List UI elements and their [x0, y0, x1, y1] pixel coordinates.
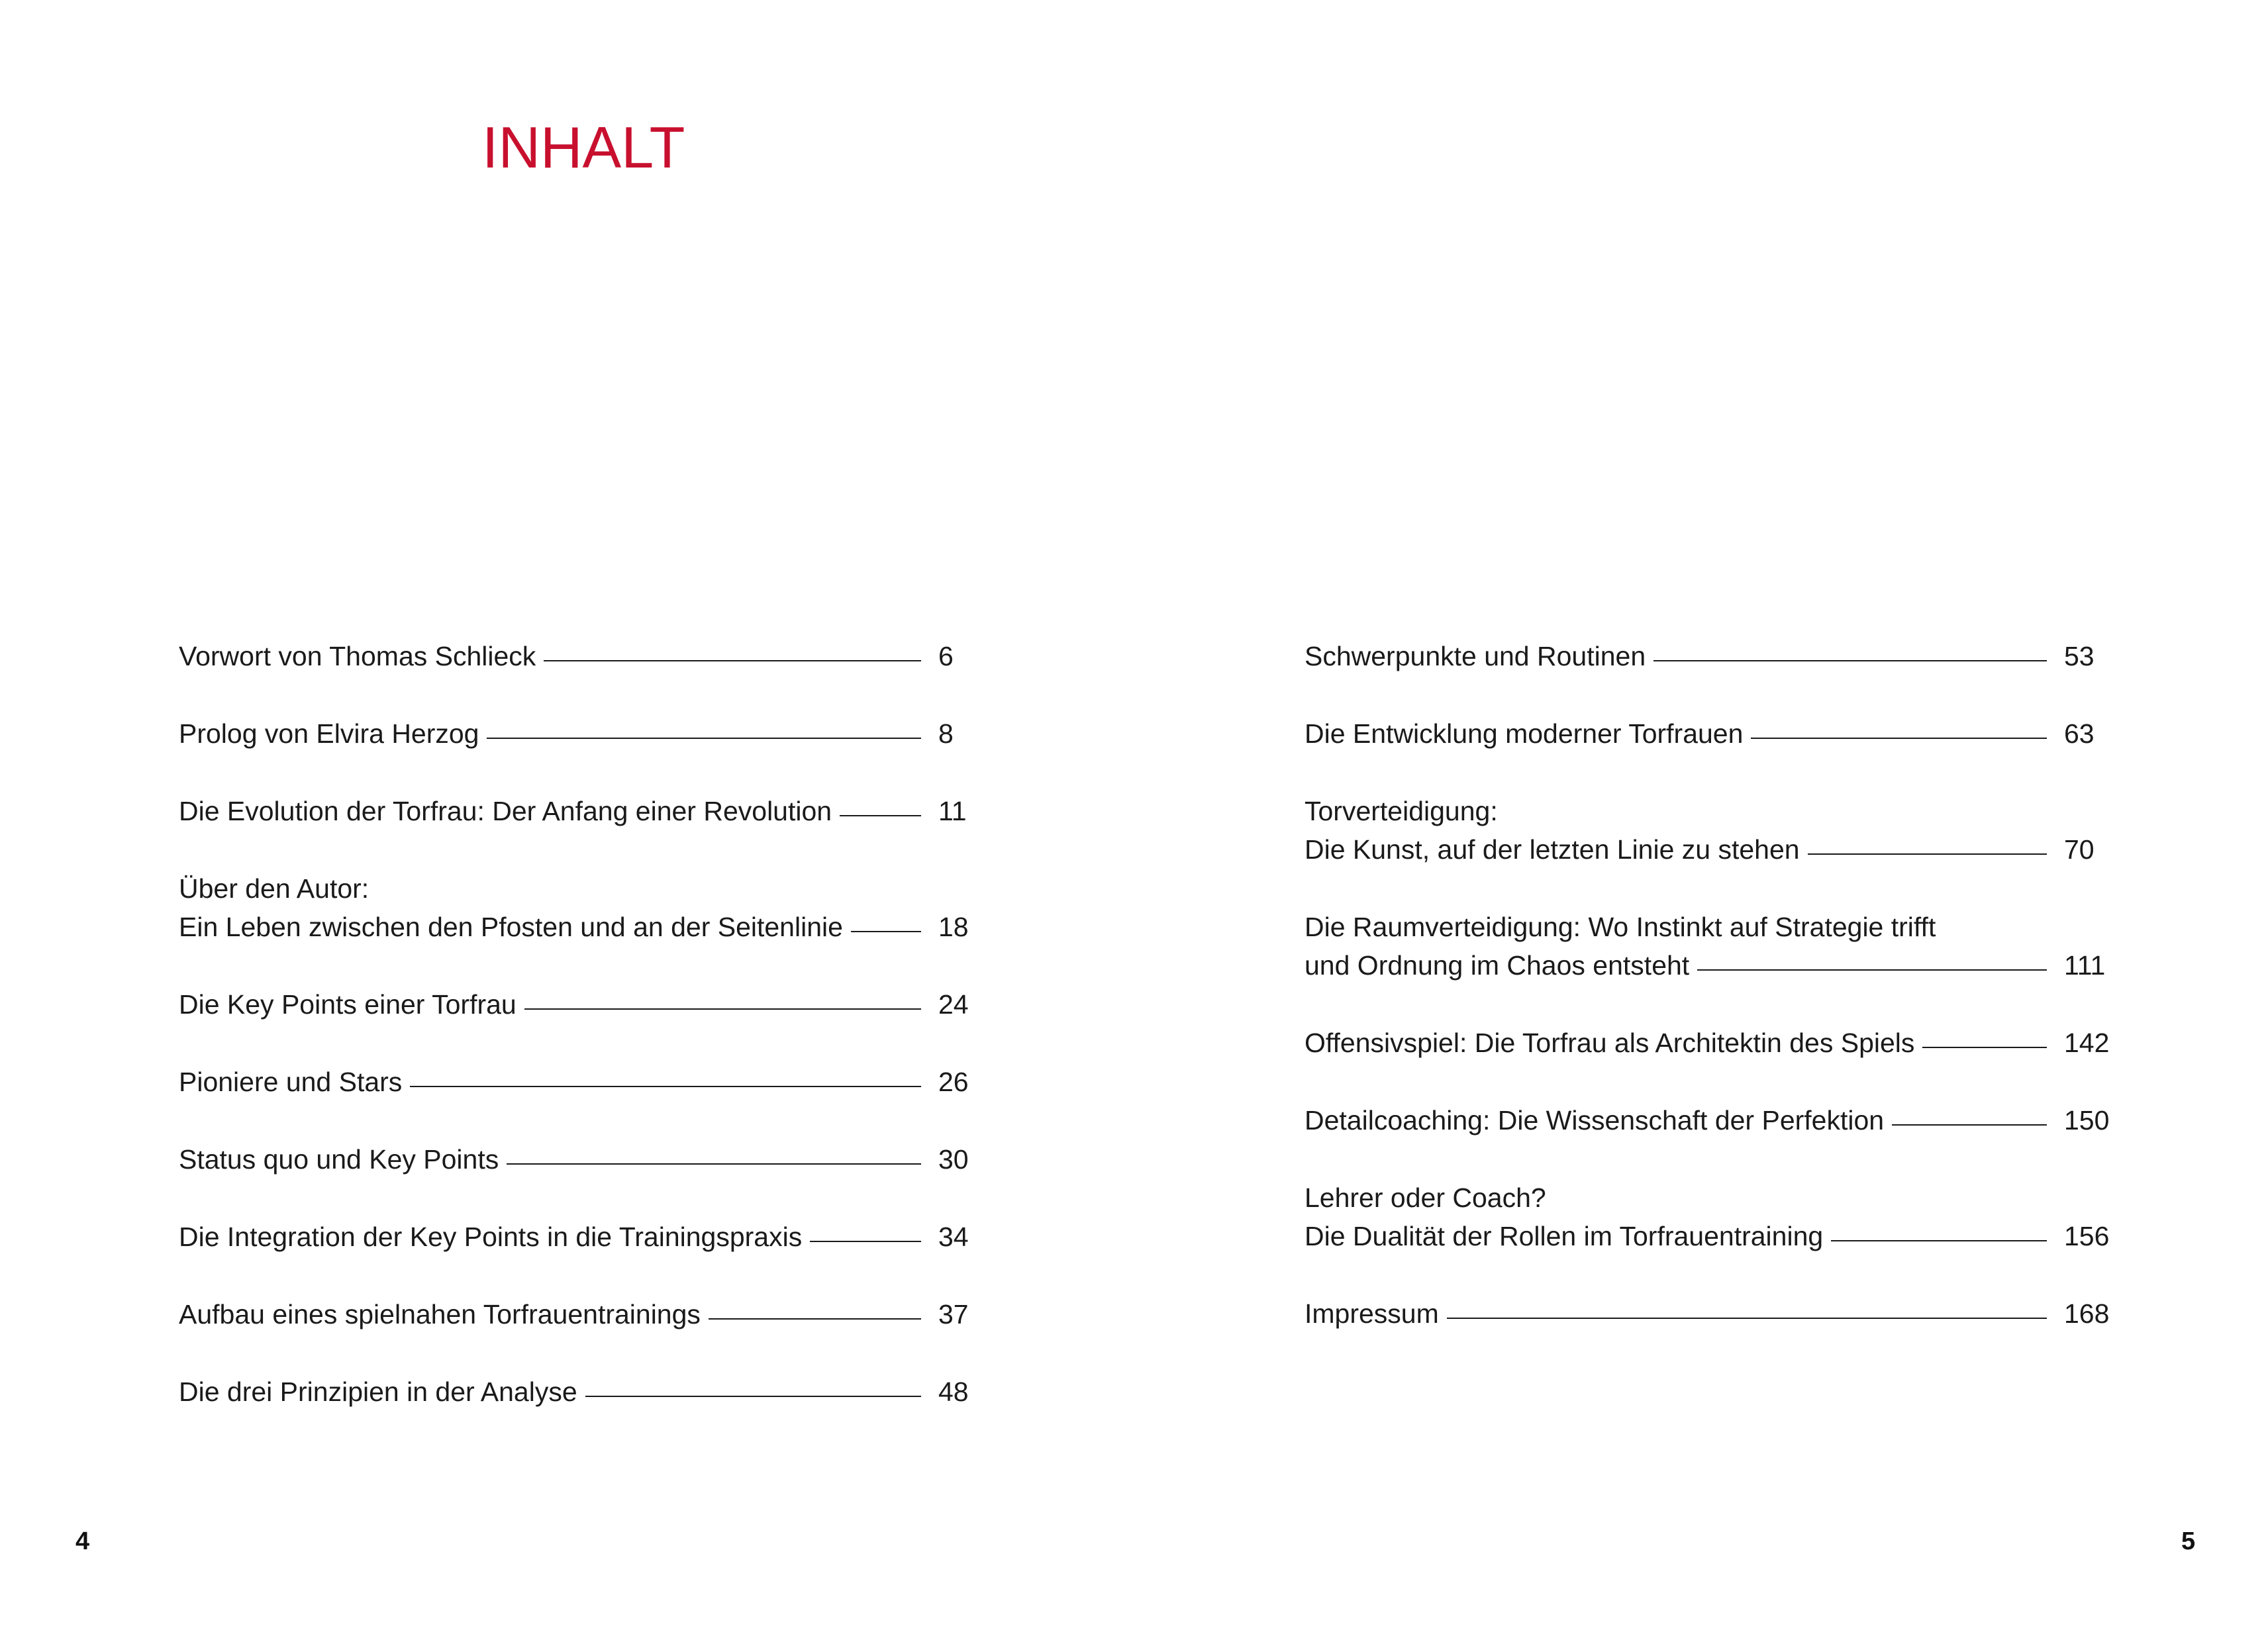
toc-entry-title: Lehrer oder Coach?: [1305, 1183, 1546, 1213]
toc-leader-line: [544, 660, 921, 661]
toc-entry-title: Die drei Prinzipien in der Analyse: [179, 1376, 577, 1407]
toc-leader-line: [487, 738, 921, 739]
toc-leader-line: [1831, 1240, 2047, 1241]
toc-entry: [179, 985, 990, 1024]
toc-entry: [179, 792, 990, 830]
toc-entry: [1305, 1294, 2116, 1333]
toc-leader-line: [1751, 738, 2047, 739]
toc-page-number: 37: [938, 1299, 969, 1329]
toc-entry-title: Die Integration der Key Points in die Trainingspraxis: [179, 1222, 803, 1252]
toc-entry: [179, 1140, 990, 1179]
toc-leader-line: [851, 931, 921, 932]
toc-page-number: 30: [938, 1144, 969, 1175]
toc-entry-title: und Ordnung im Chaos entsteht: [1305, 950, 1690, 981]
toc-entry-line: [1305, 1217, 2116, 1255]
toc-entry: [1305, 1101, 2116, 1139]
toc-entry-title: Torverteidigung:: [1305, 796, 1498, 826]
toc-entry-title: Die Dualität der Rollen im Torfrauentraining: [1305, 1221, 1824, 1251]
toc-entry: [179, 1295, 990, 1333]
toc-entry-line: [179, 908, 990, 946]
toc-page-number: 63: [2064, 718, 2095, 749]
toc-page-number: 18: [938, 912, 969, 942]
toc-entry-line: [1305, 714, 2116, 753]
toc-entry: [179, 714, 990, 753]
toc-leader-line: [507, 1163, 921, 1165]
toc-page-number: 142: [2064, 1028, 2110, 1058]
toc-page-number: 168: [2064, 1298, 2110, 1329]
toc-entry-line: [1305, 1101, 2116, 1139]
toc-page-number: 70: [2064, 834, 2095, 865]
toc-page-number: 111: [2064, 950, 2106, 981]
toc-entry-line: [1305, 792, 2116, 830]
toc-leader-line: [1892, 1124, 2047, 1126]
toc-entry-title: Aufbau eines spielnahen Torfrauentrainings: [179, 1299, 701, 1329]
toc-leader-line: [810, 1241, 921, 1242]
toc-entry-title: Detailcoaching: Die Wissenschaft der Perfektion: [1305, 1105, 1885, 1135]
toc-entry-line: [1305, 1179, 2116, 1217]
toc-entry-title: Vorwort von Thomas Schlieck: [179, 641, 536, 671]
toc-entry-title: Schwerpunkte und Routinen: [1305, 641, 1646, 671]
toc-entry: [179, 637, 990, 675]
toc-page-number: 8: [938, 718, 954, 749]
toc-entry-line: [1305, 946, 2116, 985]
toc-leader-line: [1697, 969, 2047, 971]
toc-page-number: 48: [938, 1376, 969, 1407]
toc-entry-line: [179, 637, 990, 675]
toc-entry-title: Die Kunst, auf der letzten Linie zu stehen: [1305, 834, 1800, 865]
toc-entry-title: Prolog von Elvira Herzog: [179, 718, 479, 749]
toc-leader-line: [524, 1008, 921, 1010]
toc-entry: [1305, 792, 2116, 869]
toc-entry-line: [1305, 1024, 2116, 1062]
toc-entry-title: Status quo und Key Points: [179, 1144, 499, 1175]
toc-entry: [1305, 1179, 2116, 1255]
toc-page-number: 150: [2064, 1105, 2110, 1135]
toc-entry-line: [179, 1373, 990, 1411]
toc-entry-title: Pioniere und Stars: [179, 1067, 403, 1097]
toc-leader-line: [585, 1396, 921, 1397]
toc-page-number: 53: [2064, 641, 2095, 671]
toc-page-number: 6: [938, 641, 954, 671]
page-title: INHALT: [482, 115, 685, 180]
toc-page-number: 24: [938, 989, 969, 1020]
toc-entry: [179, 869, 990, 946]
toc-leader-line: [1922, 1047, 2047, 1048]
toc-entry-line: [1305, 637, 2116, 675]
toc-entry-line: [179, 1140, 990, 1179]
toc-entry-line: [179, 1218, 990, 1256]
toc-entry-title: Die Raumverteidigung: Wo Instinkt auf Strategie trifft: [1305, 912, 1936, 942]
toc-entry-title: Die Entwicklung moderner Torfrauen: [1305, 718, 1744, 749]
page-number-right: 5: [2181, 1527, 2196, 1555]
toc-entry-line: [1305, 1294, 2116, 1333]
toc-entry: [1305, 714, 2116, 753]
toc-entry-line: [179, 1295, 990, 1333]
toc-entry-line: [1305, 830, 2116, 869]
toc-page-number: 26: [938, 1067, 969, 1097]
toc-entry-title: Die Evolution der Torfrau: Der Anfang einer Revolution: [179, 796, 832, 826]
toc-leader-line: [709, 1318, 921, 1320]
toc-entry: [1305, 1024, 2116, 1062]
toc-entry-title: Offensivspiel: Die Torfrau als Architektin des Spiels: [1305, 1028, 1915, 1058]
toc-entry-line: [179, 985, 990, 1024]
page-number-left: 4: [75, 1527, 90, 1555]
toc-entry: [1305, 908, 2116, 985]
toc-page-number: 156: [2064, 1221, 2110, 1251]
toc-entry: [179, 1373, 990, 1411]
toc-entry-title: Über den Autor:: [179, 873, 370, 904]
toc-entry-line: [179, 714, 990, 753]
toc-entry-line: [179, 792, 990, 830]
toc-leader-line: [1653, 660, 2047, 661]
toc-entry-line: [179, 869, 990, 908]
toc-entry-line: [179, 1063, 990, 1101]
toc-entry: [179, 1218, 990, 1256]
toc-entry: [1305, 637, 2116, 675]
toc-entry-title: Ein Leben zwischen den Pfosten und an der Seitenlinie: [179, 912, 843, 942]
toc-entry-line: [1305, 908, 2116, 946]
toc-entry: [179, 1063, 990, 1101]
toc-page-number: 34: [938, 1222, 969, 1252]
toc-entry-title: Impressum: [1305, 1298, 1439, 1329]
toc-entry-title: Die Key Points einer Torfrau: [179, 989, 517, 1020]
toc-leader-line: [1447, 1318, 2047, 1319]
toc-leader-line: [1808, 853, 2047, 855]
toc-leader-line: [410, 1086, 921, 1087]
toc-leader-line: [840, 815, 921, 816]
toc-page-number: 11: [938, 796, 967, 826]
